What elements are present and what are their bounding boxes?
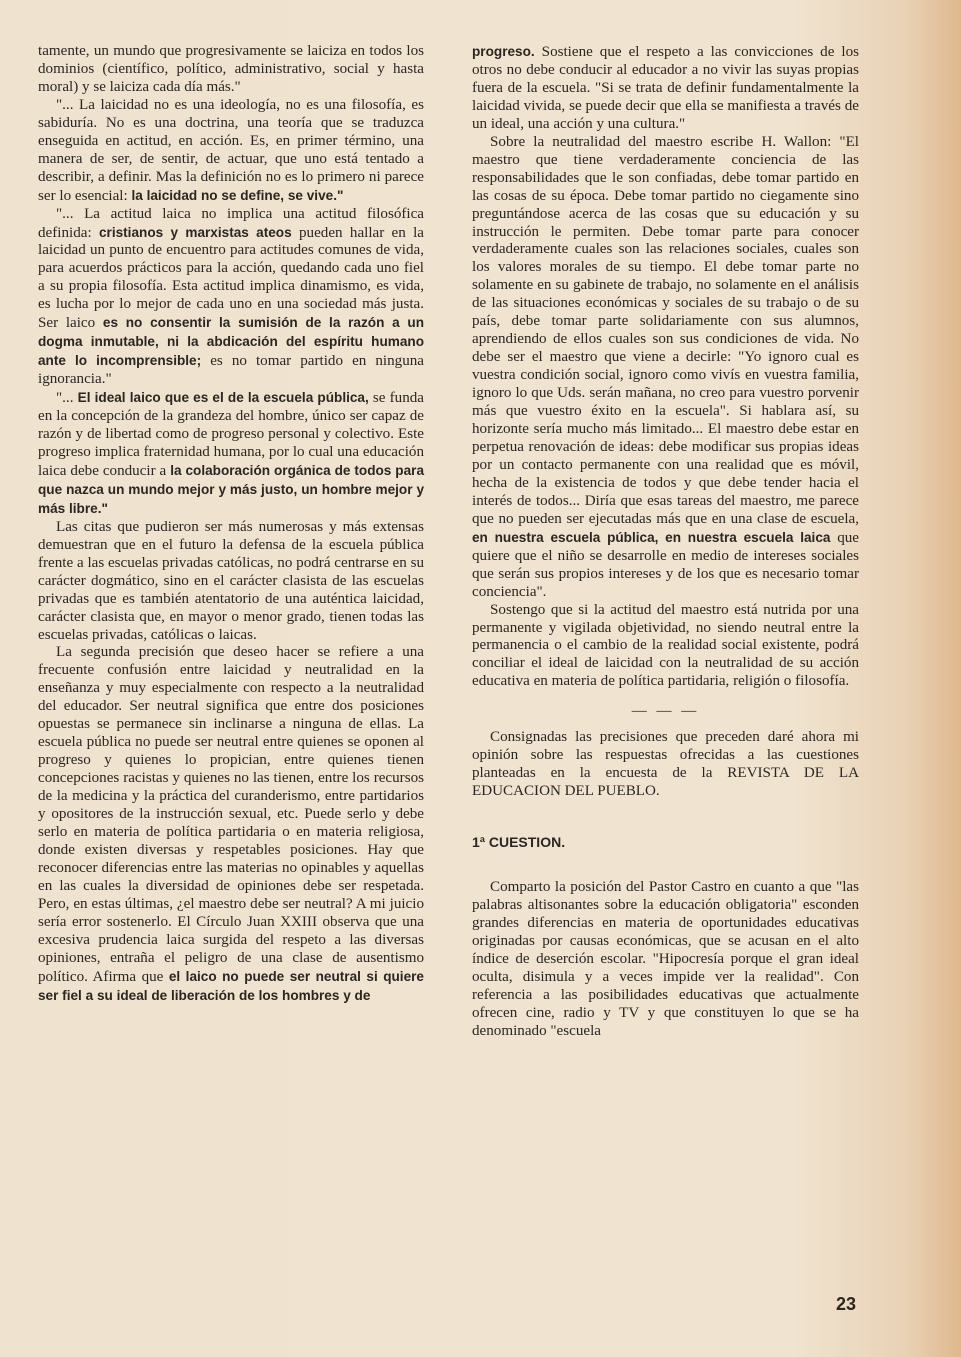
paragraph	[472, 43, 859, 134]
bold-phrase: la laicidad no se define, se vive.	[131, 187, 337, 203]
quote-close: "	[101, 500, 108, 516]
bold-phrase: en nuestra escuela pública, en nuestra escuela laica	[472, 529, 831, 545]
bold-phrase: El ideal laico que es el de la escuela pública,	[77, 390, 369, 406]
quote-paragraph	[38, 206, 424, 390]
paragraph	[472, 134, 859, 602]
bold-phrase: progreso.	[472, 44, 535, 59]
right-column	[472, 43, 859, 1041]
quote-paragraph	[38, 97, 424, 206]
quote-text: "... La laicidad no es una ideología, no es una filosofía, es sabiduría. No es una doctrina, una teoría que se traduzca enseguida en actitud, en acción. Es, en primer término, una manera de ser, de sentir, de actuar, que uno está tentado a describir, a definir. Mas la definición no es lo primero ni parece ser lo esencial:	[38, 96, 424, 204]
bold-phrase: cristianos y marxistas ateos	[98, 224, 292, 240]
body-text: Sostiene que el respeto a las convicciones de los otros no debe conducir al educador a no vivir las suyas propias fuera de la escuela. "Si se trata de definir fundamentalmente la laicidad vivida, se puede decir que ella se manifiesta a través de un ideal, una acción y una cultura."	[472, 44, 859, 132]
page-number: 23	[836, 1294, 857, 1314]
paragraph: Consignadas las precisiones que preceden daré ahora mi opinión sobre las respuestas ofrecidas a las cuestiones planteadas en la encuesta de la REVISTA DE LA EDUCACION DEL PUEBLO.	[472, 729, 859, 800]
quote-text: "...	[56, 390, 78, 407]
quote-text: "... La actitud laica no implica una actitud filosófica definida:	[38, 205, 424, 241]
body-text: La segunda precisión que deseo hacer se refiere a una frecuente confusión entre laicidad y neutralidad en la enseñanza y muy especialmente con respecto a la neutralidad del educador. Ser neutral significa que entre dos posiciones opuestas se permanece sin inclinarse a ninguna de ellas. La escuela pública no puede ser neutral entre quienes se oponen al progreso y quienes lo propician, entre quienes tienen concepciones racistas y quienes no las tienen, entre los recursos de la medicina y la práctica del curanderismo, entre partidarios y opositores de la instrucción sexual, etc. Puede serlo y debe serlo en materia de política partidaria o en materia religiosa, donde existen diversas y respetables posiciones. Hay que reconocer diferencias entre las materias no opinables y aquellas en las cuales la diversidad de opiniones debe ser respetada. Pero, en estas últimas, ¿el maestro debe ser neutral? A mi juicio sería error sostenerlo. El Círculo Juan XXIII observa que una excesiva prudencia laica surgida del respeto a las diversas opiniones, entraña el peligro de una clase de ausentismo político. Afirma que	[38, 644, 424, 985]
section-heading: 1ª CUESTION.	[472, 834, 566, 851]
body-text: Sobre la neutralidad del maestro escribe H. Wallon: "El maestro que tiene verdaderamente conciencia de las responsabilidades que le son confiadas, debe tomar partido en las cosas de su época. Debe tomar partido no ciegamente sino preguntándose acerca de las cosas que su educación y su instrucción le permiten. Debe tomar parte para conocer verdaderamente cuales son las relaciones sociales, cuales son los valores morales de su tiempo. El debe tomar parte no solamente en su gabinete de trabajo, no solamente en el análisis de las situaciones económicas y sociales de su trabajo o de su país, debe tomar parte solidariamente con sus alumnos, aprendiendo de ellos cuales son sus condiciones de vida. No debe ser el maestro que viene a decirle: "Yo ignoro cual es vuestra condición social, ignoro como vivís en vuestra familia, ignoro lo que Uds. serán mañana, no creo para vuestro porvenir más que vuestro éxito en la escuela". Si hablara así, su horizonte sería mucho más limitado... El maestro debe estar en perpetua renovación de ideas: debe modificar sus propias ideas por un contacto permanente con una realidad que es móvil, hecha de la existencia de todos y que debe tender hacia el interés de todos... Diría que esas tareas del maestro, me parece que no pueden ser ejecutadas más que en una clase de escuela,	[472, 133, 859, 527]
bold-phrase: el laico no puede ser neutral si quiere ser fiel a su ideal de liberación de los hombres y de	[38, 968, 424, 1003]
paragraph	[38, 644, 424, 1005]
paragraph: Las citas que pudieron ser más numerosas y más extensas demuestran que en el futuro la defensa de la escuela pública frente a las escuelas privadas católicas, no podrá centrarse en su carácter dogmático, sino en el carácter clasista de las escuelas privadas que es también atentatorio de una auténtica laicidad, carácter clasista que, en mayor o menor grado, tienen todas las escuelas privadas, católicas o laicas.	[38, 518, 424, 643]
body-text: que quiere que el niño se desarrolle en medio de intereses sociales que serán sus propios intereses y de los que es necesario tomar conciencia".	[472, 529, 859, 600]
left-column	[38, 43, 424, 1006]
quote-close: "	[336, 187, 344, 203]
quote-text: se funda en la concepción de la grandeza del hombre, único ser capaz de razón y de libertad como de progreso personal y colectivo. Este progreso implica fraternidad humana, por lo cual una educación laica debe conducir a	[38, 390, 424, 479]
quote-text: es no tomar partido en ninguna ignorancia."	[38, 353, 424, 388]
quote-text: pueden hallar en la laicidad un punto de encuentro para actitudes comunes de vida, para acuerdos prácticos para la acción, quedando cada uno fiel a su propia filosofía. Esta actitud implica dinamismo, es vida, es lucha por lo mejor de cada uno en una sociedad más justa. Ser laico	[38, 224, 425, 332]
section-separator: — — —	[631, 703, 700, 720]
bold-phrase: es no consentir la sumisión de la razón a un dogma inmutable, ni la abdicación del espíritu humano ante lo incomprensible;	[38, 315, 424, 369]
bold-phrase: la colaboración orgánica de todos para que nazca un mundo mejor y más justo, un hombre mejor y más libre.	[38, 462, 425, 516]
quote-paragraph	[38, 389, 424, 519]
paragraph: tamente, un mundo que progresivamente se laiciza en todos los dominios (científico, político, administrativo, social y hasta moral) y se laiciza cada día más."	[38, 43, 424, 95]
paragraph: Comparto la posición del Pastor Castro en cuanto a que "las palabras altisonantes sobre la educación obligatoria" esconden grandes diferencias en materia de oportunidades educativas originadas por causas económicas, que se acusan en el alto índice de deserción escolar. "Hipocresía porque el gran ideal oculta, disimula y a veces impide ver la realidad". Con referencia a las posibilidades educativas que actualmente ofrecen cine, radio y TV y que constituyen lo que se ha denominado "escuela	[472, 879, 859, 1039]
paragraph: Sostengo que si la actitud del maestro está nutrida por una permanente y vigilada objetividad, no siendo neutral entre la permanencia o el cambio de la realidad social existente, podrá conciliar el ideal de laicidad con la neutralidad de su acción educativa en materia de política partidaria, religión o filosofía.	[472, 601, 859, 690]
